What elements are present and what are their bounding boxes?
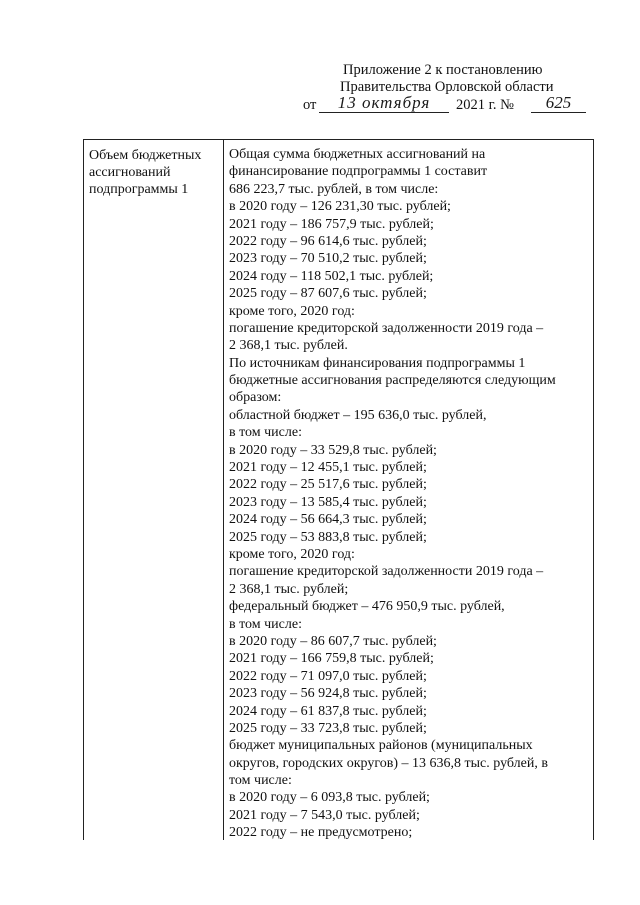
budget-text-line: в 2020 году – 126 231,30 тыс. рублей; [229,199,451,215]
budget-text-line: кроме того, 2020 год: [229,546,355,562]
budget-text-line: 2025 году – 53 883,8 тыс. рублей; [229,529,427,545]
budget-text-line: кроме того, 2020 год: [229,303,355,319]
left-column [89,147,217,198]
government-name: Правительства Орловской области [340,79,554,95]
budget-text-line: бюджетные ассигнования распределяются следующим [229,373,556,389]
document-header [300,62,600,116]
handwritten-date: 13 октября [319,94,449,113]
budget-text-line: Общая сумма бюджетных ассигнований на [229,147,486,162]
budget-text-line: финансирование подпрограммы 1 составит [229,164,488,180]
budget-text-line: в том числе: [229,425,302,441]
row-label-line: ассигнований [89,165,171,180]
budget-text-line: 2024 году – 56 664,3 тыс. рублей; [229,512,427,528]
budget-text-line: 2022 году – 71 097,0 тыс. рублей; [229,668,427,684]
row-label-line: подпрограммы 1 [89,182,189,197]
budget-text-line: 2022 году – 25 517,6 тыс. рублей; [229,477,427,493]
ot-label: от [303,97,317,113]
budget-text-line: 2021 году – 166 759,8 тыс. рублей; [229,651,434,667]
budget-text-line: 2021 году – 186 757,9 тыс. рублей; [229,216,434,232]
year-number-label: 2021 г. № [456,97,515,113]
row-label-line: Объем бюджетных [89,148,202,163]
budget-text-line: в 2020 году – 86 607,7 тыс. рублей; [229,633,437,649]
budget-text-line: По источникам финансирования подпрограммы 1 [229,355,526,371]
budget-table [83,139,594,840]
appendix-title: Приложение 2 к постановлению [343,62,543,78]
budget-text-line: 2021 году – 12 455,1 тыс. рублей; [229,460,427,476]
budget-text-line: в 2020 году – 6 093,8 тыс. рублей; [229,790,430,806]
handwritten-number: 625 [531,94,586,113]
budget-text-line: 2023 году – 56 924,8 тыс. рублей; [229,686,427,702]
budget-text-line: 2022 году – 96 614,6 тыс. рублей; [229,233,427,249]
budget-text-line: бюджет муниципальных районов (муниципальных [229,738,533,754]
budget-text-line: 2024 году – 118 502,1 тыс. рублей; [229,268,434,284]
budget-text-line: 2 368,1 тыс. рублей; [229,581,349,597]
budget-text-line: 2025 году – 87 607,6 тыс. рублей; [229,286,427,302]
budget-text-line: областной бюджет – 195 636,0 тыс. рублей, [229,407,487,423]
budget-text-line: 2024 году – 61 837,8 тыс. рублей; [229,703,427,719]
budget-text-line: 2025 году – 33 723,8 тыс. рублей; [229,720,427,736]
budget-text-line: 2022 году – не предусмотрено; [229,825,413,841]
budget-text-line: 2023 году – 13 585,4 тыс. рублей; [229,494,427,510]
right-column [229,146,589,842]
budget-text-line: образом: [229,390,282,406]
budget-text-line: 686 223,7 тыс. рублей, в том числе: [229,181,439,197]
budget-text-line: погашение кредиторской задолженности 2019 года – [229,564,544,580]
budget-text-line: 2021 году – 7 543,0 тыс. рублей; [229,807,420,823]
budget-text-line: федеральный бюджет – 476 950,9 тыс. рублей, [229,599,505,615]
budget-text-line: 2 368,1 тыс. рублей. [229,338,348,354]
budget-text-line: в том числе: [229,616,302,632]
budget-text-line: округов, городских округов) – 13 636,8 тыс. рублей, в [229,755,548,771]
budget-text-line: в 2020 году – 33 529,8 тыс. рублей; [229,442,437,458]
budget-text-line: погашение кредиторской задолженности 2019 года – [229,320,544,336]
budget-text-line: 2023 году – 70 510,2 тыс. рублей; [229,251,427,267]
budget-text-line: том числе: [229,773,292,789]
column-divider [223,140,224,840]
date-number-line [300,93,600,116]
